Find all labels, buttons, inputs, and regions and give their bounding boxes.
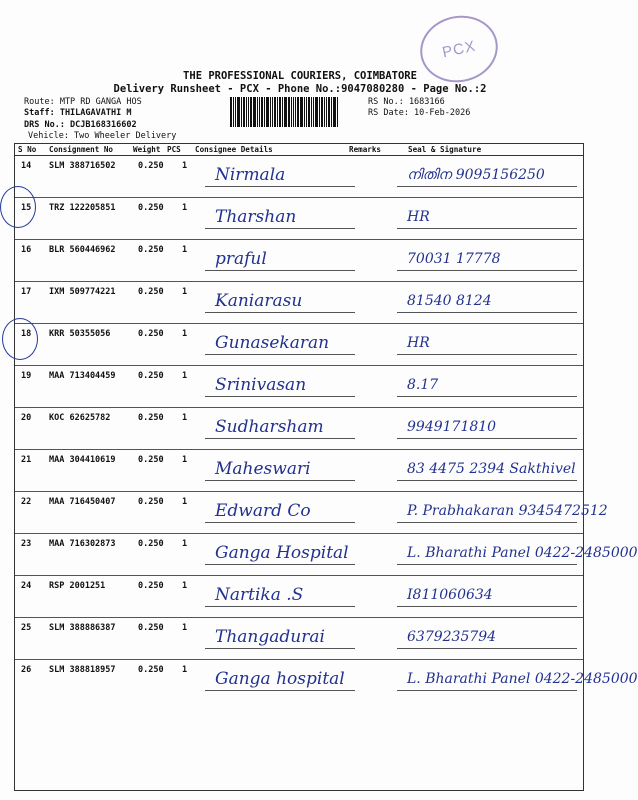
barcode-bar: [284, 97, 287, 127]
consignee-handwriting: Edward Co: [215, 501, 311, 521]
sno-cell: 20: [21, 413, 32, 423]
consignment-cell: MAA 713404459: [49, 371, 116, 381]
signature-handwriting: 8.17: [407, 377, 439, 393]
vehicle-text: Vehicle: Two Wheeler Delivery: [28, 131, 177, 141]
signature-handwriting: 9949171810: [407, 419, 497, 435]
consignment-cell: TRZ 122205851: [49, 203, 116, 213]
barcode-bar: [274, 97, 276, 127]
barcode-bar: [237, 97, 240, 127]
writing-line: [397, 690, 577, 691]
barcode: [230, 97, 360, 127]
signature-handwriting: L. Bharathi Panel 0422-2485000: [407, 545, 638, 561]
barcode-bar: [241, 97, 242, 127]
signature-handwriting: HR: [407, 209, 430, 225]
weight-cell: 0.250: [138, 665, 164, 675]
consignee-handwriting: Gunasekaran: [215, 333, 330, 353]
barcode-bar: [308, 97, 310, 127]
barcode-bar: [250, 97, 252, 127]
weight-cell: 0.250: [138, 245, 164, 255]
pcx-stamp: PCX: [414, 9, 504, 90]
pcs-cell: 1: [182, 287, 188, 297]
barcode-bar: [266, 97, 269, 127]
barcode-bar: [333, 97, 336, 127]
weight-cell: 0.250: [138, 623, 164, 633]
consignee-handwriting: Sudharsham: [215, 417, 324, 437]
barcode-bar: [248, 97, 249, 127]
writing-line: [397, 522, 577, 523]
writing-line: [397, 480, 577, 481]
writing-line: [397, 186, 577, 187]
barcode-bar: [243, 97, 245, 127]
table-row: [15, 617, 583, 660]
signature-handwriting: 83 4475 2394 Sakthivel: [407, 461, 576, 477]
consignee-handwriting: Maheswari: [215, 459, 311, 479]
signature-handwriting: L. Bharathi Panel 0422-2485000: [407, 671, 638, 687]
sno-cell: 16: [21, 245, 32, 255]
company-title: THE PROFESSIONAL COURIERS, COIMBATORE: [183, 70, 417, 82]
signature-handwriting: I811060634: [407, 587, 493, 603]
writing-line: [205, 522, 355, 523]
writing-line: [205, 648, 355, 649]
writing-line: [397, 564, 577, 565]
consignment-cell: IXM 509774221: [49, 287, 116, 297]
writing-line: [205, 228, 355, 229]
pcs-cell: 1: [182, 329, 188, 339]
barcode-bar: [326, 97, 327, 127]
pcs-cell: 1: [182, 623, 188, 633]
pcs-cell: 1: [182, 203, 188, 213]
table-row: [15, 365, 583, 408]
rs-number: RS No.: 1683166: [368, 97, 445, 107]
col-consignee: Consignee Details: [195, 145, 273, 154]
writing-line: [397, 438, 577, 439]
barcode-bar: [337, 97, 338, 127]
barcode-bar: [288, 97, 290, 127]
signature-handwriting: HR: [407, 335, 430, 351]
pcs-cell: 1: [182, 581, 188, 591]
barcode-bar: [235, 97, 236, 127]
weight-cell: 0.250: [138, 371, 164, 381]
consignee-handwriting: Tharshan: [215, 207, 297, 227]
writing-line: [397, 606, 577, 607]
writing-line: [205, 480, 355, 481]
barcode-bar: [270, 97, 271, 127]
signature-handwriting: 70031 17778: [407, 251, 501, 267]
pcs-cell: 1: [182, 497, 188, 507]
table-row: [15, 575, 583, 618]
consignment-cell: KOC 62625782: [49, 413, 111, 423]
writing-line: [205, 354, 355, 355]
barcode-bar: [277, 97, 278, 127]
col-consignment: Consignment No: [49, 145, 114, 154]
table-row: [15, 449, 583, 492]
writing-line: [397, 648, 577, 649]
route-text: Route: MTP RD GANGA HOS: [24, 97, 142, 107]
barcode-bar: [313, 97, 314, 127]
pcs-cell: 1: [182, 665, 188, 675]
runsheet-table: [14, 143, 638, 791]
writing-line: [397, 312, 577, 313]
signature-handwriting: 6379235794: [407, 629, 497, 645]
consignee-handwriting: Ganga Hospital: [215, 543, 349, 563]
barcode-bar: [293, 97, 294, 127]
consignment-cell: SLM 388886387: [49, 623, 116, 633]
writing-line: [397, 228, 577, 229]
sno-cell: 21: [21, 455, 32, 465]
weight-cell: 0.250: [138, 329, 164, 339]
sno-cell: 19: [21, 371, 32, 381]
barcode-bar: [259, 97, 260, 127]
signature-handwriting: നിതിന 9095156250: [407, 167, 545, 183]
consignment-cell: BLR 560446962: [49, 245, 116, 255]
writing-line: [205, 186, 355, 187]
barcode-bar: [264, 97, 265, 127]
consignment-cell: MAA 716302873: [49, 539, 116, 549]
col-pcs: PCS: [167, 145, 181, 154]
writing-line: [205, 564, 355, 565]
barcode-bar: [261, 97, 263, 127]
barcode-bar: [300, 97, 303, 127]
barcode-bar: [315, 97, 318, 127]
consignee-handwriting: praful: [215, 249, 267, 269]
weight-cell: 0.250: [138, 287, 164, 297]
runsheet-subtitle: Delivery Runsheet - PCX - Phone No.:9047080280 - Page No.:2: [113, 83, 487, 95]
sno-cell: 25: [21, 623, 32, 633]
barcode-bar: [304, 97, 305, 127]
drs-text: DRS No.: DCJB168316602: [24, 120, 137, 130]
col-sno: S No: [18, 145, 37, 154]
barcode-bar: [230, 97, 232, 127]
barcode-bar: [291, 97, 292, 127]
table-row: [15, 239, 583, 282]
barcode-bar: [297, 97, 299, 127]
weight-cell: 0.250: [138, 455, 164, 465]
weight-cell: 0.250: [138, 161, 164, 171]
sno-cell: 15: [21, 203, 32, 213]
consignment-cell: SLM 388716502: [49, 161, 116, 171]
table-row: [15, 407, 583, 450]
writing-line: [205, 438, 355, 439]
sno-cell: 23: [21, 539, 32, 549]
consignment-cell: MAA 716450407: [49, 497, 116, 507]
signature-handwriting: P. Prabhakaran 9345472512: [407, 503, 608, 519]
barcode-bar: [295, 97, 296, 127]
barcode-bar: [324, 97, 325, 127]
barcode-bar: [246, 97, 247, 127]
barcode-bar: [311, 97, 312, 127]
table-row: [15, 155, 583, 198]
barcode-bar: [272, 97, 273, 127]
table-row: [15, 323, 583, 366]
writing-line: [397, 270, 577, 271]
table-row: [15, 491, 608, 534]
consignment-cell: MAA 304410619: [49, 455, 116, 465]
consignment-cell: SLM 388818957: [49, 665, 116, 675]
consignee-handwriting: Srinivasan: [215, 375, 307, 395]
table-row: [15, 659, 638, 701]
barcode-bar: [233, 97, 234, 127]
table-row: [15, 197, 583, 240]
barcode-bar: [306, 97, 307, 127]
barcode-bar: [257, 97, 258, 127]
sno-cell: 24: [21, 581, 32, 591]
sno-cell: 26: [21, 665, 32, 675]
barcode-bar: [321, 97, 323, 127]
weight-cell: 0.250: [138, 497, 164, 507]
weight-cell: 0.250: [138, 413, 164, 423]
sno-cell: 14: [21, 161, 32, 171]
table-row: [15, 281, 583, 324]
writing-line: [205, 312, 355, 313]
writing-line: [205, 606, 355, 607]
col-seal: Seal & Signature: [408, 145, 482, 154]
writing-line: [397, 396, 577, 397]
weight-cell: 0.250: [138, 581, 164, 591]
consignee-handwriting: Thangadurai: [215, 627, 325, 647]
consignment-cell: RSP 2001251: [49, 581, 106, 591]
barcode-bar: [328, 97, 330, 127]
consignee-handwriting: Kaniarasu: [215, 291, 303, 311]
sno-cell: 17: [21, 287, 32, 297]
barcode-bar: [253, 97, 256, 127]
col-weight: Weight: [133, 145, 161, 154]
circle-mark: [0, 186, 36, 228]
pcs-cell: 1: [182, 161, 188, 171]
consignment-cell: KRR 50355056: [49, 329, 111, 339]
barcode-bar: [279, 97, 281, 127]
pcs-cell: 1: [182, 539, 188, 549]
pcs-cell: 1: [182, 245, 188, 255]
staff-text: Staff: THILAGAVATHI M: [24, 108, 132, 118]
barcode-bar: [282, 97, 283, 127]
consignee-handwriting: Nartika .S: [215, 585, 304, 605]
consignee-handwriting: Ganga hospital: [215, 669, 345, 689]
pcs-cell: 1: [182, 413, 188, 423]
sno-cell: 22: [21, 497, 32, 507]
col-remarks: Remarks: [349, 145, 382, 154]
weight-cell: 0.250: [138, 539, 164, 549]
signature-handwriting: 81540 8124: [407, 293, 492, 309]
barcode-bar: [319, 97, 320, 127]
barcode-bar: [331, 97, 332, 127]
weight-cell: 0.250: [138, 203, 164, 213]
writing-line: [397, 354, 577, 355]
writing-line: [205, 396, 355, 397]
sno-cell: 18: [21, 329, 32, 339]
rs-date: RS Date: 10-Feb-2026: [368, 108, 471, 118]
table-row: [15, 533, 638, 576]
writing-line: [205, 270, 355, 271]
consignee-handwriting: Nirmala: [215, 165, 286, 185]
writing-line: [205, 690, 355, 691]
circle-mark: [2, 318, 38, 360]
pcs-cell: 1: [182, 371, 188, 381]
pcs-cell: 1: [182, 455, 188, 465]
